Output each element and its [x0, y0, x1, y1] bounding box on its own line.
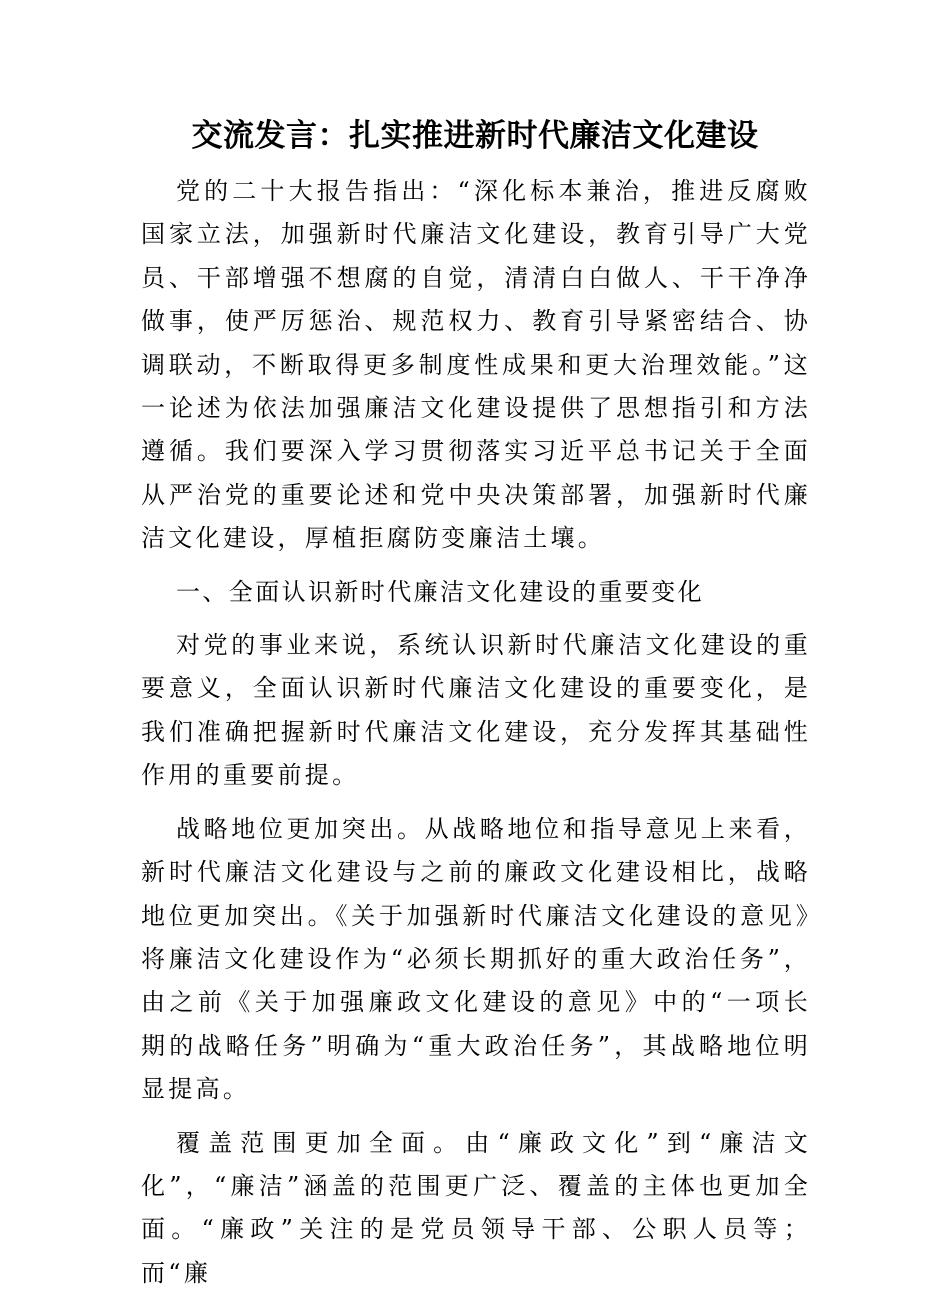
section-heading: 一、全面认识新时代廉洁文化建设的重要变化	[176, 577, 704, 606]
section-paragraph-coverage: 覆盖范围更加全面。由“廉政文化”到“廉洁文化”，“廉洁”涵盖的范围更广泛、覆盖的主体也更加全面。“廉政”关注的是党员领导干部、公职人员等；而“廉	[141, 1128, 811, 1287]
section-paragraph-importance: 对党的事业来说，系统认识新时代廉洁文化建设的重要意义，全面认识新时代廉洁文化建设的重要变化，是我们准确把握新时代廉洁文化建设，充分发挥其基础性作用的重要前提。	[141, 631, 811, 790]
intro-paragraph: 党的二十大报告指出：“深化标本兼治，推进反腐败国家立法，加强新时代廉洁文化建设，教育引导广大党员、干部增强不想腐的自觉，清清白白做人、干干净净做事，使严厉惩治、规范权力、教育引导紧密结合、协调联动，不断取得更多制度性成果和更大治理效能。”这一论述为依法加强廉洁文化建设提供了思想指引和方法遵循。我们要深入学习贯彻落实习近平总书记关于全面从严治党的重要论述和党中央决策部署，加强新时代廉洁文化建设，厚植拒腐防变廉洁土壤。	[141, 177, 811, 553]
document-title: 交流发言：扎实推进新时代廉洁文化建设	[191, 118, 759, 154]
document-body	[141, 170, 811, 1295]
section-paragraph-strategic-status: 战略地位更加突出。从战略地位和指导意见上来看，新时代廉洁文化建设与之前的廉政文化建设相比，战略地位更加突出。《关于加强新时代廉洁文化建设的意见》将廉洁文化建设作为“必须长期抓好的重大政治任务”，由之前《关于加强廉政文化建设的意见》中的“一项长期的战略任务”明确为“重大政治任务”，其战略地位明显提高。	[141, 814, 811, 1104]
